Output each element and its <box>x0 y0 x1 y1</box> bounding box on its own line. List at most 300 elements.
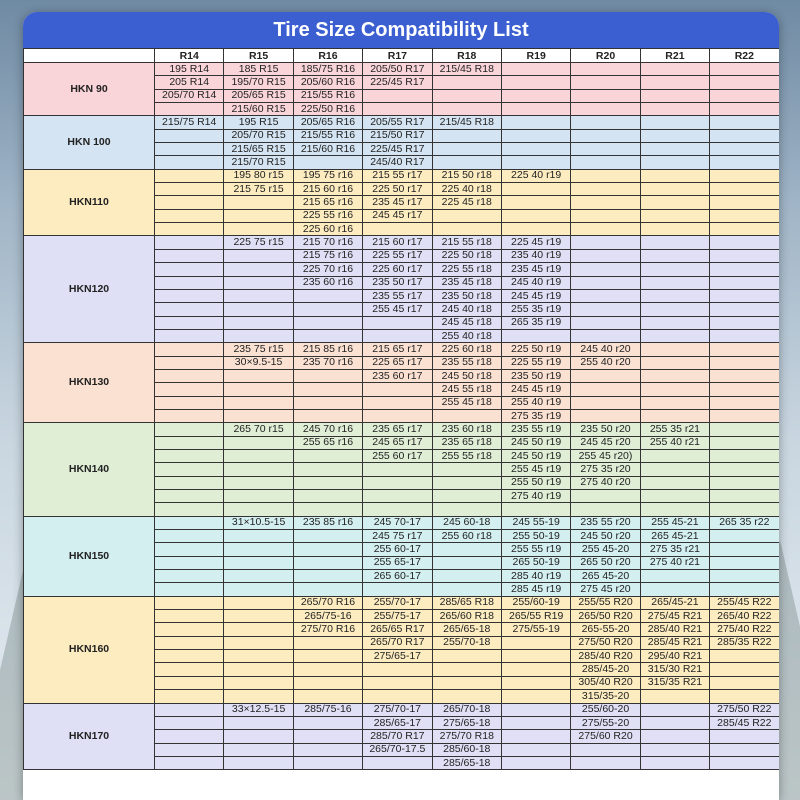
size-cell <box>155 636 224 649</box>
size-cell: 285 40 r19 <box>501 570 570 583</box>
size-cell: 195 R15 <box>224 116 293 129</box>
size-cell <box>155 449 224 462</box>
size-cell <box>710 316 779 329</box>
size-cell <box>363 463 432 476</box>
size-cell <box>571 143 640 156</box>
size-cell <box>155 490 224 503</box>
size-cell: 205/70 R14 <box>155 89 224 102</box>
size-cell <box>363 383 432 396</box>
size-cell: 255 45 r17 <box>363 303 432 316</box>
size-cell: 215 55 r18 <box>432 236 501 249</box>
size-cell <box>293 156 362 169</box>
size-cell <box>432 503 501 516</box>
size-cell <box>155 663 224 676</box>
size-cell: 225/45 R17 <box>363 143 432 156</box>
size-cell <box>571 183 640 196</box>
size-cell: 225 40 r18 <box>432 183 501 196</box>
size-cell: 245 45 r18 <box>432 316 501 329</box>
size-cell <box>710 343 779 356</box>
size-cell <box>155 356 224 369</box>
size-cell <box>640 143 709 156</box>
size-cell <box>710 490 779 503</box>
size-cell <box>501 103 570 116</box>
column-header: R17 <box>363 49 432 63</box>
size-cell <box>710 369 779 382</box>
size-cell <box>293 636 362 649</box>
size-cell <box>710 570 779 583</box>
size-cell: 235 55 r20 <box>571 516 640 529</box>
table-row <box>24 423 780 436</box>
size-cell <box>155 143 224 156</box>
size-cell: 225 75 r15 <box>224 236 293 249</box>
size-cell <box>710 476 779 489</box>
table-row <box>24 169 780 182</box>
size-cell <box>224 396 293 409</box>
size-cell <box>432 89 501 102</box>
size-cell <box>710 383 779 396</box>
size-cell <box>640 116 709 129</box>
size-cell <box>363 676 432 689</box>
size-cell <box>155 383 224 396</box>
size-cell <box>224 409 293 422</box>
size-cell <box>432 690 501 703</box>
size-cell: 265 35 r19 <box>501 316 570 329</box>
size-cell <box>710 329 779 342</box>
size-cell: 285/45-20 <box>571 663 640 676</box>
size-cell <box>293 690 362 703</box>
size-cell <box>224 503 293 516</box>
size-cell: 285/40 R20 <box>571 650 640 663</box>
size-cell <box>432 543 501 556</box>
size-cell: 285/65 R18 <box>432 596 501 609</box>
size-cell <box>501 743 570 756</box>
size-cell: 285/65-17 <box>363 716 432 729</box>
size-cell <box>710 76 779 89</box>
size-cell: 285/60-18 <box>432 743 501 756</box>
size-cell <box>293 650 362 663</box>
size-cell <box>224 730 293 743</box>
size-cell: 245 45 r19 <box>501 289 570 302</box>
size-cell <box>224 676 293 689</box>
size-cell: 275 45 r20 <box>571 583 640 596</box>
size-cell <box>224 223 293 236</box>
size-cell <box>155 543 224 556</box>
size-cell: 285/35 R22 <box>710 636 779 649</box>
size-cell: 285/70 R17 <box>363 730 432 743</box>
size-cell <box>155 556 224 569</box>
size-cell <box>293 756 362 769</box>
size-cell <box>640 316 709 329</box>
table-row <box>24 703 780 716</box>
size-cell <box>640 703 709 716</box>
size-cell: 265 60-17 <box>363 570 432 583</box>
size-cell: 285/40 R21 <box>640 623 709 636</box>
size-cell: 285/65-18 <box>432 756 501 769</box>
size-cell <box>224 463 293 476</box>
size-cell: 225 55 r17 <box>363 249 432 262</box>
size-cell: 225 40 r19 <box>501 169 570 182</box>
size-cell: 235 50 r20 <box>571 423 640 436</box>
size-cell: 215 50 r18 <box>432 169 501 182</box>
size-cell <box>155 570 224 583</box>
size-cell <box>432 476 501 489</box>
size-cell <box>224 209 293 222</box>
size-cell: 265/75-16 <box>293 610 362 623</box>
size-cell <box>571 316 640 329</box>
size-cell <box>640 329 709 342</box>
size-cell: 215/65 R15 <box>224 143 293 156</box>
size-cell: 245 50 r20 <box>571 530 640 543</box>
size-cell <box>293 530 362 543</box>
size-cell: 255 45-20 <box>571 543 640 556</box>
size-cell <box>224 369 293 382</box>
size-cell <box>363 409 432 422</box>
size-cell: 275/70 R18 <box>432 730 501 743</box>
size-cell <box>155 303 224 316</box>
size-cell: 30×9.5-15 <box>224 356 293 369</box>
size-cell <box>640 209 709 222</box>
size-cell <box>432 463 501 476</box>
size-cell <box>155 716 224 729</box>
table-row <box>24 516 780 529</box>
size-cell <box>155 316 224 329</box>
size-cell: 275/50 R20 <box>571 636 640 649</box>
size-cell: 265/65 R17 <box>363 623 432 636</box>
size-cell: 225 50 r19 <box>501 343 570 356</box>
size-cell <box>710 249 779 262</box>
size-cell <box>571 289 640 302</box>
size-cell: 255/60-19 <box>501 596 570 609</box>
size-cell <box>640 129 709 142</box>
size-cell <box>363 396 432 409</box>
size-cell <box>432 156 501 169</box>
size-cell <box>710 436 779 449</box>
size-cell: 245 45 r17 <box>363 209 432 222</box>
size-cell: 275/65-17 <box>363 650 432 663</box>
column-header: R20 <box>571 49 640 63</box>
size-cell: 265/55 R19 <box>501 610 570 623</box>
size-cell: 225 60 r17 <box>363 263 432 276</box>
size-cell <box>155 236 224 249</box>
size-cell <box>640 756 709 769</box>
size-cell <box>571 76 640 89</box>
size-cell <box>640 183 709 196</box>
size-cell: 255 45 r20) <box>571 449 640 462</box>
size-cell <box>640 449 709 462</box>
size-cell: 275/60 R20 <box>571 730 640 743</box>
size-cell: 235 50 r18 <box>432 289 501 302</box>
size-cell <box>501 209 570 222</box>
size-cell <box>293 476 362 489</box>
size-cell <box>432 143 501 156</box>
column-header: R15 <box>224 49 293 63</box>
size-cell: 225 65 r17 <box>363 356 432 369</box>
size-cell <box>571 196 640 209</box>
size-cell <box>293 716 362 729</box>
size-cell <box>432 583 501 596</box>
size-cell <box>155 183 224 196</box>
size-cell: 255 55 r18 <box>432 449 501 462</box>
size-cell: 255 45-21 <box>640 516 709 529</box>
size-cell <box>571 249 640 262</box>
size-cell <box>501 329 570 342</box>
size-cell: 265/65-18 <box>432 623 501 636</box>
size-cell <box>155 209 224 222</box>
size-cell <box>710 303 779 316</box>
size-cell <box>640 76 709 89</box>
size-cell: 265 50 r20 <box>571 556 640 569</box>
size-cell: 265 45-20 <box>571 570 640 583</box>
size-cell: 275 35 r19 <box>501 409 570 422</box>
size-cell: 205/70 R15 <box>224 129 293 142</box>
size-cell <box>155 129 224 142</box>
size-cell <box>293 409 362 422</box>
size-cell: 235 55 r17 <box>363 289 432 302</box>
size-cell <box>640 583 709 596</box>
size-cell: 235 55 r19 <box>501 423 570 436</box>
size-cell <box>293 676 362 689</box>
size-cell <box>293 556 362 569</box>
size-cell <box>640 396 709 409</box>
size-cell <box>224 556 293 569</box>
size-cell: 215/75 R14 <box>155 116 224 129</box>
size-cell <box>501 650 570 663</box>
size-cell <box>224 596 293 609</box>
size-cell <box>640 369 709 382</box>
size-cell <box>155 436 224 449</box>
size-cell: 245 40 r20 <box>571 343 640 356</box>
size-cell: 295/40 R21 <box>640 650 709 663</box>
size-cell <box>571 89 640 102</box>
size-cell <box>571 236 640 249</box>
size-cell <box>501 223 570 236</box>
size-cell <box>640 63 709 76</box>
size-cell <box>710 543 779 556</box>
size-cell <box>155 596 224 609</box>
size-cell <box>293 316 362 329</box>
size-cell <box>571 116 640 129</box>
size-cell: 285/75-16 <box>293 703 362 716</box>
size-cell <box>432 663 501 676</box>
size-cell <box>710 276 779 289</box>
size-cell <box>571 209 640 222</box>
size-cell <box>501 663 570 676</box>
size-cell: 255 50-19 <box>501 530 570 543</box>
size-cell <box>640 196 709 209</box>
size-cell <box>640 263 709 276</box>
size-cell: 235 65 r18 <box>432 436 501 449</box>
size-cell: 255 55 r19 <box>501 543 570 556</box>
size-cell: 245 55-19 <box>501 516 570 529</box>
size-cell <box>501 156 570 169</box>
size-cell <box>571 756 640 769</box>
model-label: HKN110 <box>24 169 155 236</box>
size-cell <box>363 490 432 503</box>
size-cell <box>501 703 570 716</box>
size-cell <box>571 276 640 289</box>
size-cell: 255 60-17 <box>363 543 432 556</box>
size-cell <box>293 383 362 396</box>
size-cell <box>224 570 293 583</box>
size-cell <box>224 623 293 636</box>
column-header: R14 <box>155 49 224 63</box>
size-cell: 185 R15 <box>224 63 293 76</box>
size-cell: 265/40 R22 <box>710 610 779 623</box>
size-cell: 315/35 R21 <box>640 676 709 689</box>
size-cell: 255/70-18 <box>432 636 501 649</box>
size-cell <box>224 476 293 489</box>
size-cell: 275/50 R22 <box>710 703 779 716</box>
size-cell <box>155 276 224 289</box>
size-cell <box>640 89 709 102</box>
size-cell: 275/55-20 <box>571 716 640 729</box>
size-cell: 255 40 r20 <box>571 356 640 369</box>
size-cell <box>293 743 362 756</box>
size-cell <box>501 676 570 689</box>
size-cell <box>640 356 709 369</box>
size-cell: 315/30 R21 <box>640 663 709 676</box>
size-cell <box>710 530 779 543</box>
size-cell <box>293 463 362 476</box>
size-cell <box>293 730 362 743</box>
size-cell <box>155 743 224 756</box>
size-cell: 235 75 r15 <box>224 343 293 356</box>
size-cell <box>640 490 709 503</box>
size-cell: 215/55 R16 <box>293 129 362 142</box>
size-cell <box>293 329 362 342</box>
size-cell: 235 85 r16 <box>293 516 362 529</box>
size-cell <box>710 409 779 422</box>
size-cell: 275 40 r20 <box>571 476 640 489</box>
table-row <box>24 116 780 129</box>
size-cell <box>710 129 779 142</box>
size-cell <box>224 610 293 623</box>
size-cell <box>710 743 779 756</box>
size-cell: 275/70 R16 <box>293 623 362 636</box>
size-cell <box>224 196 293 209</box>
size-cell <box>571 63 640 76</box>
size-cell <box>710 209 779 222</box>
size-cell <box>710 223 779 236</box>
size-cell: 205/65 R16 <box>293 116 362 129</box>
size-cell: 255 60 r18 <box>432 530 501 543</box>
size-cell <box>710 236 779 249</box>
size-cell: 255/60-20 <box>571 703 640 716</box>
size-cell: 215/45 R18 <box>432 116 501 129</box>
size-cell <box>293 369 362 382</box>
size-cell <box>501 183 570 196</box>
size-cell <box>710 463 779 476</box>
size-cell <box>710 263 779 276</box>
size-cell <box>640 236 709 249</box>
size-cell <box>224 276 293 289</box>
size-cell: 225 50 r17 <box>363 183 432 196</box>
size-cell <box>155 610 224 623</box>
size-cell <box>155 409 224 422</box>
size-cell <box>571 490 640 503</box>
size-cell <box>710 690 779 703</box>
size-cell: 215 70 r16 <box>293 236 362 249</box>
size-cell <box>155 703 224 716</box>
size-cell <box>640 156 709 169</box>
size-cell: 275/40 R22 <box>710 623 779 636</box>
size-cell <box>293 303 362 316</box>
size-cell <box>432 223 501 236</box>
size-cell <box>501 143 570 156</box>
size-cell: 225 60 r18 <box>432 343 501 356</box>
size-cell <box>293 663 362 676</box>
size-cell <box>363 503 432 516</box>
size-cell <box>710 156 779 169</box>
size-cell <box>640 249 709 262</box>
model-label: HKN140 <box>24 423 155 516</box>
size-cell: 225 60 r16 <box>293 223 362 236</box>
size-cell: 245 50 r19 <box>501 449 570 462</box>
size-cell <box>501 636 570 649</box>
size-cell: 255/55 R20 <box>571 596 640 609</box>
size-cell <box>571 503 640 516</box>
size-cell: 235 55 r18 <box>432 356 501 369</box>
size-cell <box>155 463 224 476</box>
size-cell: 285/45 R21 <box>640 636 709 649</box>
size-cell <box>224 449 293 462</box>
size-cell <box>155 289 224 302</box>
size-cell: 195 R14 <box>155 63 224 76</box>
size-cell <box>363 583 432 596</box>
size-cell: 265/45-21 <box>640 596 709 609</box>
size-cell: 225 45 r19 <box>501 236 570 249</box>
table-body <box>24 63 780 770</box>
size-cell <box>640 383 709 396</box>
column-header: R19 <box>501 49 570 63</box>
size-cell <box>155 503 224 516</box>
size-cell <box>501 756 570 769</box>
size-cell <box>501 129 570 142</box>
size-cell <box>155 169 224 182</box>
size-cell: 235 60 r16 <box>293 276 362 289</box>
size-cell <box>571 223 640 236</box>
size-cell <box>224 583 293 596</box>
size-cell: 275 35 r20 <box>571 463 640 476</box>
size-cell: 245 60-18 <box>432 516 501 529</box>
size-cell <box>501 690 570 703</box>
size-cell <box>224 383 293 396</box>
size-cell: 31×10.5-15 <box>224 516 293 529</box>
size-cell: 245 50 r19 <box>501 436 570 449</box>
size-cell <box>571 743 640 756</box>
size-cell <box>710 449 779 462</box>
size-cell <box>501 89 570 102</box>
size-cell: 265 70 r15 <box>224 423 293 436</box>
size-cell: 225 55 r16 <box>293 209 362 222</box>
size-cell <box>640 276 709 289</box>
size-cell: 265 45-21 <box>640 530 709 543</box>
size-cell: 235 50 r19 <box>501 369 570 382</box>
size-cell <box>224 303 293 316</box>
size-cell <box>363 663 432 676</box>
model-label: HKN150 <box>24 516 155 596</box>
size-cell: 255 60 r17 <box>363 449 432 462</box>
size-cell: 245/40 R17 <box>363 156 432 169</box>
size-cell: 275/45 R21 <box>640 610 709 623</box>
size-cell <box>640 223 709 236</box>
size-cell <box>293 543 362 556</box>
size-cell <box>224 289 293 302</box>
size-cell <box>640 716 709 729</box>
size-cell: 255 40 r19 <box>501 396 570 409</box>
compatibility-card <box>23 12 779 800</box>
size-cell: 225/45 R17 <box>363 76 432 89</box>
